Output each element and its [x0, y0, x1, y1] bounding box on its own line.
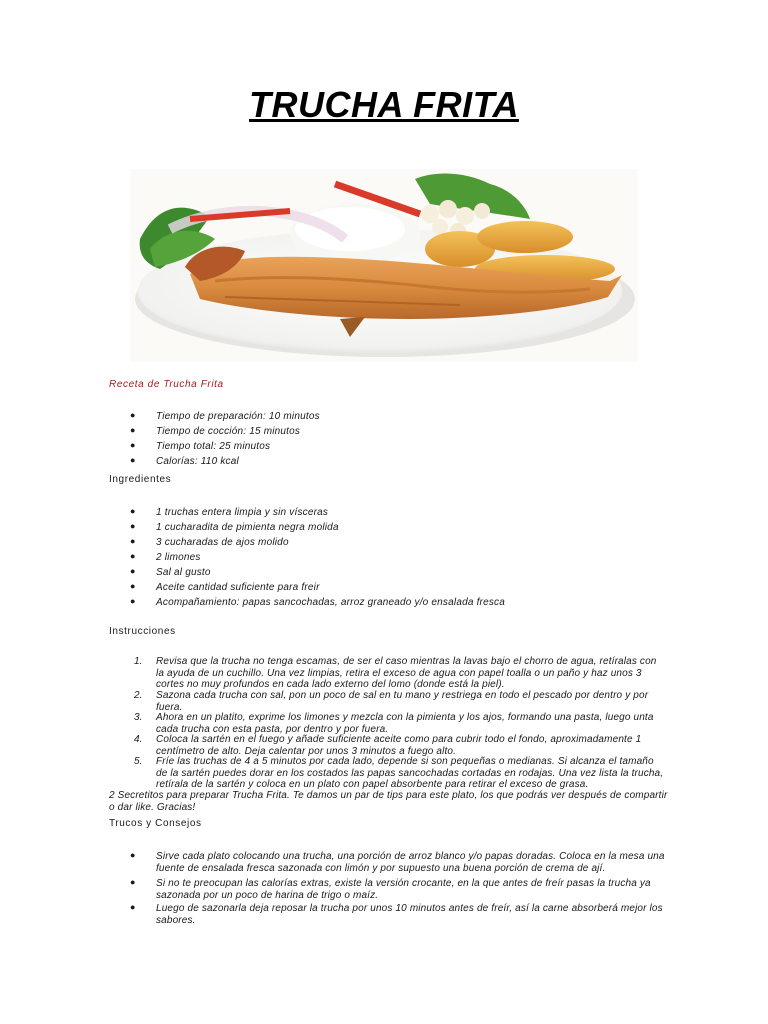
step-text: Ahora en un platito, exprime los limones y mezcla con la pimienta y los ajos, formando una pasta, luego unta cada trucha con esta pasta, por dentro y por fuera. — [156, 712, 654, 735]
bullet-icon: ● — [130, 440, 136, 450]
ingredient-item: Acompañamiento: papas sancochadas, arroz graneado y/o ensalada fresca — [156, 597, 506, 608]
tip-item: Sirve cada plato colocando una trucha, una porción de arroz blanco y/o papas doradas. Coloca en la mesa una fuente de ensalada fresca sazonada con limón y por supuesto una buena porción de crema de ají. — [156, 851, 665, 874]
step-number: 4. — [134, 734, 143, 745]
step-text: Coloca la sartén en el fuego y añade suficiente aceite como para cubrir todo el fondo, aproximadamente 1 centímetro de alto. Deja calentar por unos 3 minutos a fuego alto. — [156, 734, 642, 757]
ingredient-item: 1 cucharadita de pimienta negra molida — [156, 522, 339, 533]
bullet-icon: ● — [130, 410, 136, 420]
ingredient-item: 2 limones — [156, 552, 201, 563]
info-item: Tiempo total: 25 minutos — [156, 441, 271, 452]
bullet-icon: ● — [130, 850, 136, 860]
fried-trout-plate-image — [130, 169, 638, 362]
info-item: Tiempo de cocción: 15 minutos — [156, 426, 301, 437]
tip-item: Si no te preocupan las calorías extras, existe la versión crocante, en la que antes de freír pasas la trucha ya sazonada por un poco de harina de trigo o maíz. — [156, 878, 651, 901]
ingredient-item: 3 cucharadas de ajos molido — [156, 537, 289, 548]
bullet-icon: ● — [130, 581, 136, 591]
tip-item: Luego de sazonarla deja reposar la trucha por unos 10 minutos antes de freír, así la carne absorberá mejor los sabores. — [156, 903, 663, 926]
page-title: TRUCHA FRITA — [249, 84, 519, 125]
fried-trout-illustration — [130, 169, 638, 362]
step-number: 3. — [134, 712, 143, 723]
recipe-label: Receta de Trucha Frita — [109, 379, 224, 390]
secrets-note: 2 Secretitos para preparar Trucha Frita. Te damos un par de tips para este plato, los que podrás ver después de compartir o dar like. Gracias! — [109, 790, 668, 813]
bullet-icon: ● — [130, 596, 136, 606]
ingredient-item: Aceite cantidad suficiente para freir — [156, 582, 320, 593]
bullet-icon: ● — [130, 877, 136, 887]
step-text: Revisa que la trucha no tenga escamas, de ser el caso mientras la lavas bajo el chorro de agua, retíralas con la ayuda de un cuchillo. Una vez limpias, retira el exceso de agua con papel toalla o un paño y haz unos 3 cortes no muy profundos en cada lado externo del lomo (donde está la piel). — [156, 656, 657, 691]
bullet-icon: ● — [130, 902, 136, 912]
step-number: 2. — [134, 690, 143, 701]
ingredients-heading: Ingredientes — [109, 474, 172, 485]
step-text: Fríe las truchas de 4 a 5 minutos por cada lado, depende si son pequeñas o medianas. Si alcanza el tamaño de la sartén puedes dorar en los costados las papas sancochadas cortadas en rodajas. Una vez lista la trucha, retírala de la sartén y coloca en un plato con papel absorbente para retirar el exceso de grasa. — [156, 756, 664, 791]
bullet-icon: ● — [130, 425, 136, 435]
bullet-icon: ● — [130, 455, 136, 465]
step-number: 1. — [134, 656, 143, 667]
info-item: Tiempo de preparación: 10 minutos — [156, 411, 320, 422]
bullet-icon: ● — [130, 566, 136, 576]
bullet-icon: ● — [130, 521, 136, 531]
tips-heading: Trucos y Consejos — [109, 818, 202, 829]
bullet-icon: ● — [130, 551, 136, 561]
ingredient-item: 1 truchas entera limpia y sin vísceras — [156, 507, 329, 518]
ingredient-item: Sal al gusto — [156, 567, 211, 578]
step-number: 5. — [134, 756, 143, 767]
bullet-icon: ● — [130, 536, 136, 546]
info-item: Calorías: 110 kcal — [156, 456, 239, 467]
bullet-icon: ● — [130, 506, 136, 516]
step-text: Sazona cada trucha con sal, pon un poco de sal en tu mano y restriega en todo el pescado por dentro y por fuera. — [156, 690, 649, 713]
instructions-heading: Instrucciones — [109, 626, 176, 637]
